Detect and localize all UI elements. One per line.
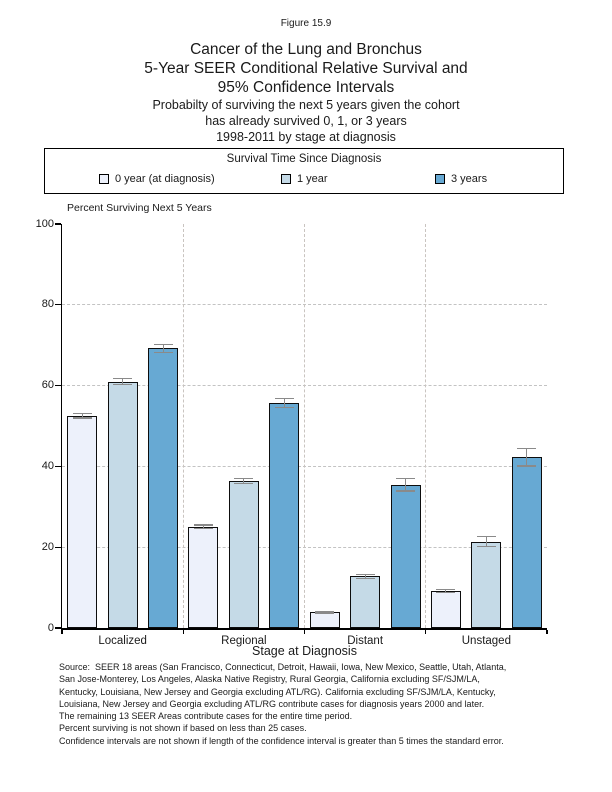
- subtitle-line-1: Probabilty of surviving the next 5 years given the cohort: [152, 98, 460, 112]
- ci-cap-localized-series2-high: [154, 344, 173, 345]
- ci-cap-localized-series2-low: [154, 352, 173, 353]
- ci-cap-regional-series2-high: [275, 398, 294, 399]
- y-tick-label-40: 40: [41, 459, 54, 472]
- y-tick-label-0: 0: [47, 621, 54, 634]
- ci-cap-distant-series1-low: [356, 578, 375, 579]
- ci-cap-unstaged-series1-high: [477, 536, 496, 537]
- subtitle-line-3: 1998-2011 by stage at diagnosis: [216, 130, 396, 144]
- y-axis-line: [61, 224, 63, 630]
- y-tick-label-60: 60: [41, 379, 54, 392]
- y-tick-100: [55, 223, 61, 224]
- x-tick-0: [61, 630, 62, 634]
- bar-regional-3-series2: [269, 403, 299, 628]
- figure-label: Figure 15.9: [280, 18, 332, 29]
- ci-cap-localized-series1-high: [113, 378, 132, 379]
- y-tick-0: [55, 627, 61, 628]
- ci-stem-distant-series2: [405, 478, 406, 491]
- footnote-line: Source: SEER 18 areas (San Francisco, Connecticut, Detroit, Hawaii, Iowa, New Mexico, Seattle, Utah, Atlanta,: [59, 662, 507, 672]
- ci-cap-regional-series2-low: [275, 407, 294, 408]
- bar-distant-0-series0: [310, 612, 340, 628]
- title-line-3: 95% Confidence Intervals: [217, 79, 395, 96]
- bar-distant-1-series1: [350, 576, 380, 628]
- ci-cap-distant-series0-low: [315, 612, 334, 613]
- bar-localized-0-series0: [67, 416, 97, 628]
- bar-regional-1-series1: [229, 481, 259, 628]
- subtitle-line-2: has already survived 0, 1, or 3 years: [205, 114, 407, 128]
- y-tick-60: [55, 385, 61, 386]
- bar-unstaged-3-series2: [512, 457, 542, 628]
- ci-cap-regional-series1-low: [234, 483, 253, 484]
- source-footnotes: [59, 661, 564, 747]
- bar-unstaged-0-series0: [431, 591, 461, 628]
- ci-cap-unstaged-series2-low: [517, 465, 536, 466]
- ci-cap-distant-series2-low: [396, 490, 415, 491]
- y-axis-title: Percent Surviving Next 5 Years: [67, 202, 212, 214]
- y-tick-label-20: 20: [41, 540, 54, 553]
- category-label-unstaged: Unstaged: [461, 635, 511, 647]
- footnote-line: Percent surviving is not shown if based on less than 25 cases.: [59, 723, 307, 734]
- footnote-line: San Jose-Monterey, Los Angeles, Alaska Native Registry, Rural Georgia, California excluding SF/SJM/LA,: [59, 674, 480, 685]
- separator-1: [183, 224, 184, 628]
- x-tick-4: [546, 630, 547, 634]
- ci-cap-distant-series1-high: [356, 574, 375, 575]
- y-tick-80: [55, 304, 61, 305]
- category-label-localized: Localized: [98, 635, 147, 647]
- legend-label-3-years: 3 years: [451, 173, 488, 185]
- bar-localized-1-series1: [108, 382, 138, 628]
- footnote-line: Kentucky, Louisiana, New Jersey and Georgia excluding ATL/RG). California excluding SF/SJM/LA, Kentucky,: [59, 686, 496, 697]
- y-tick-20: [55, 547, 61, 548]
- y-tick-label-80: 80: [41, 298, 54, 311]
- bar-distant-3-series2: [391, 485, 421, 628]
- title-line-1: Cancer of the Lung and Bronchus: [190, 41, 422, 58]
- x-tick-3: [425, 630, 426, 634]
- bar-regional-0-series0: [188, 527, 218, 628]
- ci-cap-unstaged-series0-low: [436, 592, 455, 593]
- x-tick-2: [304, 630, 305, 634]
- ci-cap-unstaged-series1-low: [477, 546, 496, 547]
- ci-cap-regional-series1-high: [234, 478, 253, 479]
- x-tick-1: [183, 630, 184, 634]
- ci-cap-regional-series0-low: [194, 528, 213, 529]
- category-label-distant: Distant: [347, 635, 384, 647]
- ci-cap-localized-series0-high: [73, 413, 92, 414]
- bar-unstaged-1-series1: [471, 542, 501, 628]
- ci-stem-unstaged-series2: [526, 448, 527, 466]
- footnote-line: Confidence intervals are not shown if length of the confidence interval is greater than 5 times the standard error.: [59, 735, 504, 746]
- ci-cap-distant-series2-high: [396, 478, 415, 479]
- footnote-line: The remaining 13 SEER Areas contribute cases for the entire time period.: [59, 711, 353, 722]
- footnote-line: Louisiana, New Jersey and Georgia excluding ATL/RG contribute cases for diagnosis years 2000 and later.: [59, 698, 485, 709]
- ci-cap-regional-series0-high: [194, 524, 213, 525]
- ci-cap-localized-series1-low: [113, 384, 132, 385]
- ci-cap-localized-series0-low: [73, 417, 92, 418]
- separator-3: [425, 224, 426, 628]
- bar-localized-3-series2: [148, 348, 178, 628]
- x-axis-title: Stage at Diagnosis: [252, 644, 357, 658]
- legend-label-0-year: 0 year (at diagnosis): [115, 173, 215, 185]
- legend-title: Survival Time Since Diagnosis: [226, 153, 382, 165]
- ci-cap-unstaged-series0-high: [436, 589, 455, 590]
- ci-cap-unstaged-series2-high: [517, 448, 536, 449]
- y-tick-40: [55, 466, 61, 467]
- legend-label-1-year: 1 year: [297, 173, 328, 185]
- y-tick-label-100: 100: [35, 217, 54, 230]
- title-line-2: 5-Year SEER Conditional Relative Survival and: [144, 60, 468, 77]
- category-label-regional: Regional: [221, 635, 267, 647]
- separator-2: [304, 224, 305, 628]
